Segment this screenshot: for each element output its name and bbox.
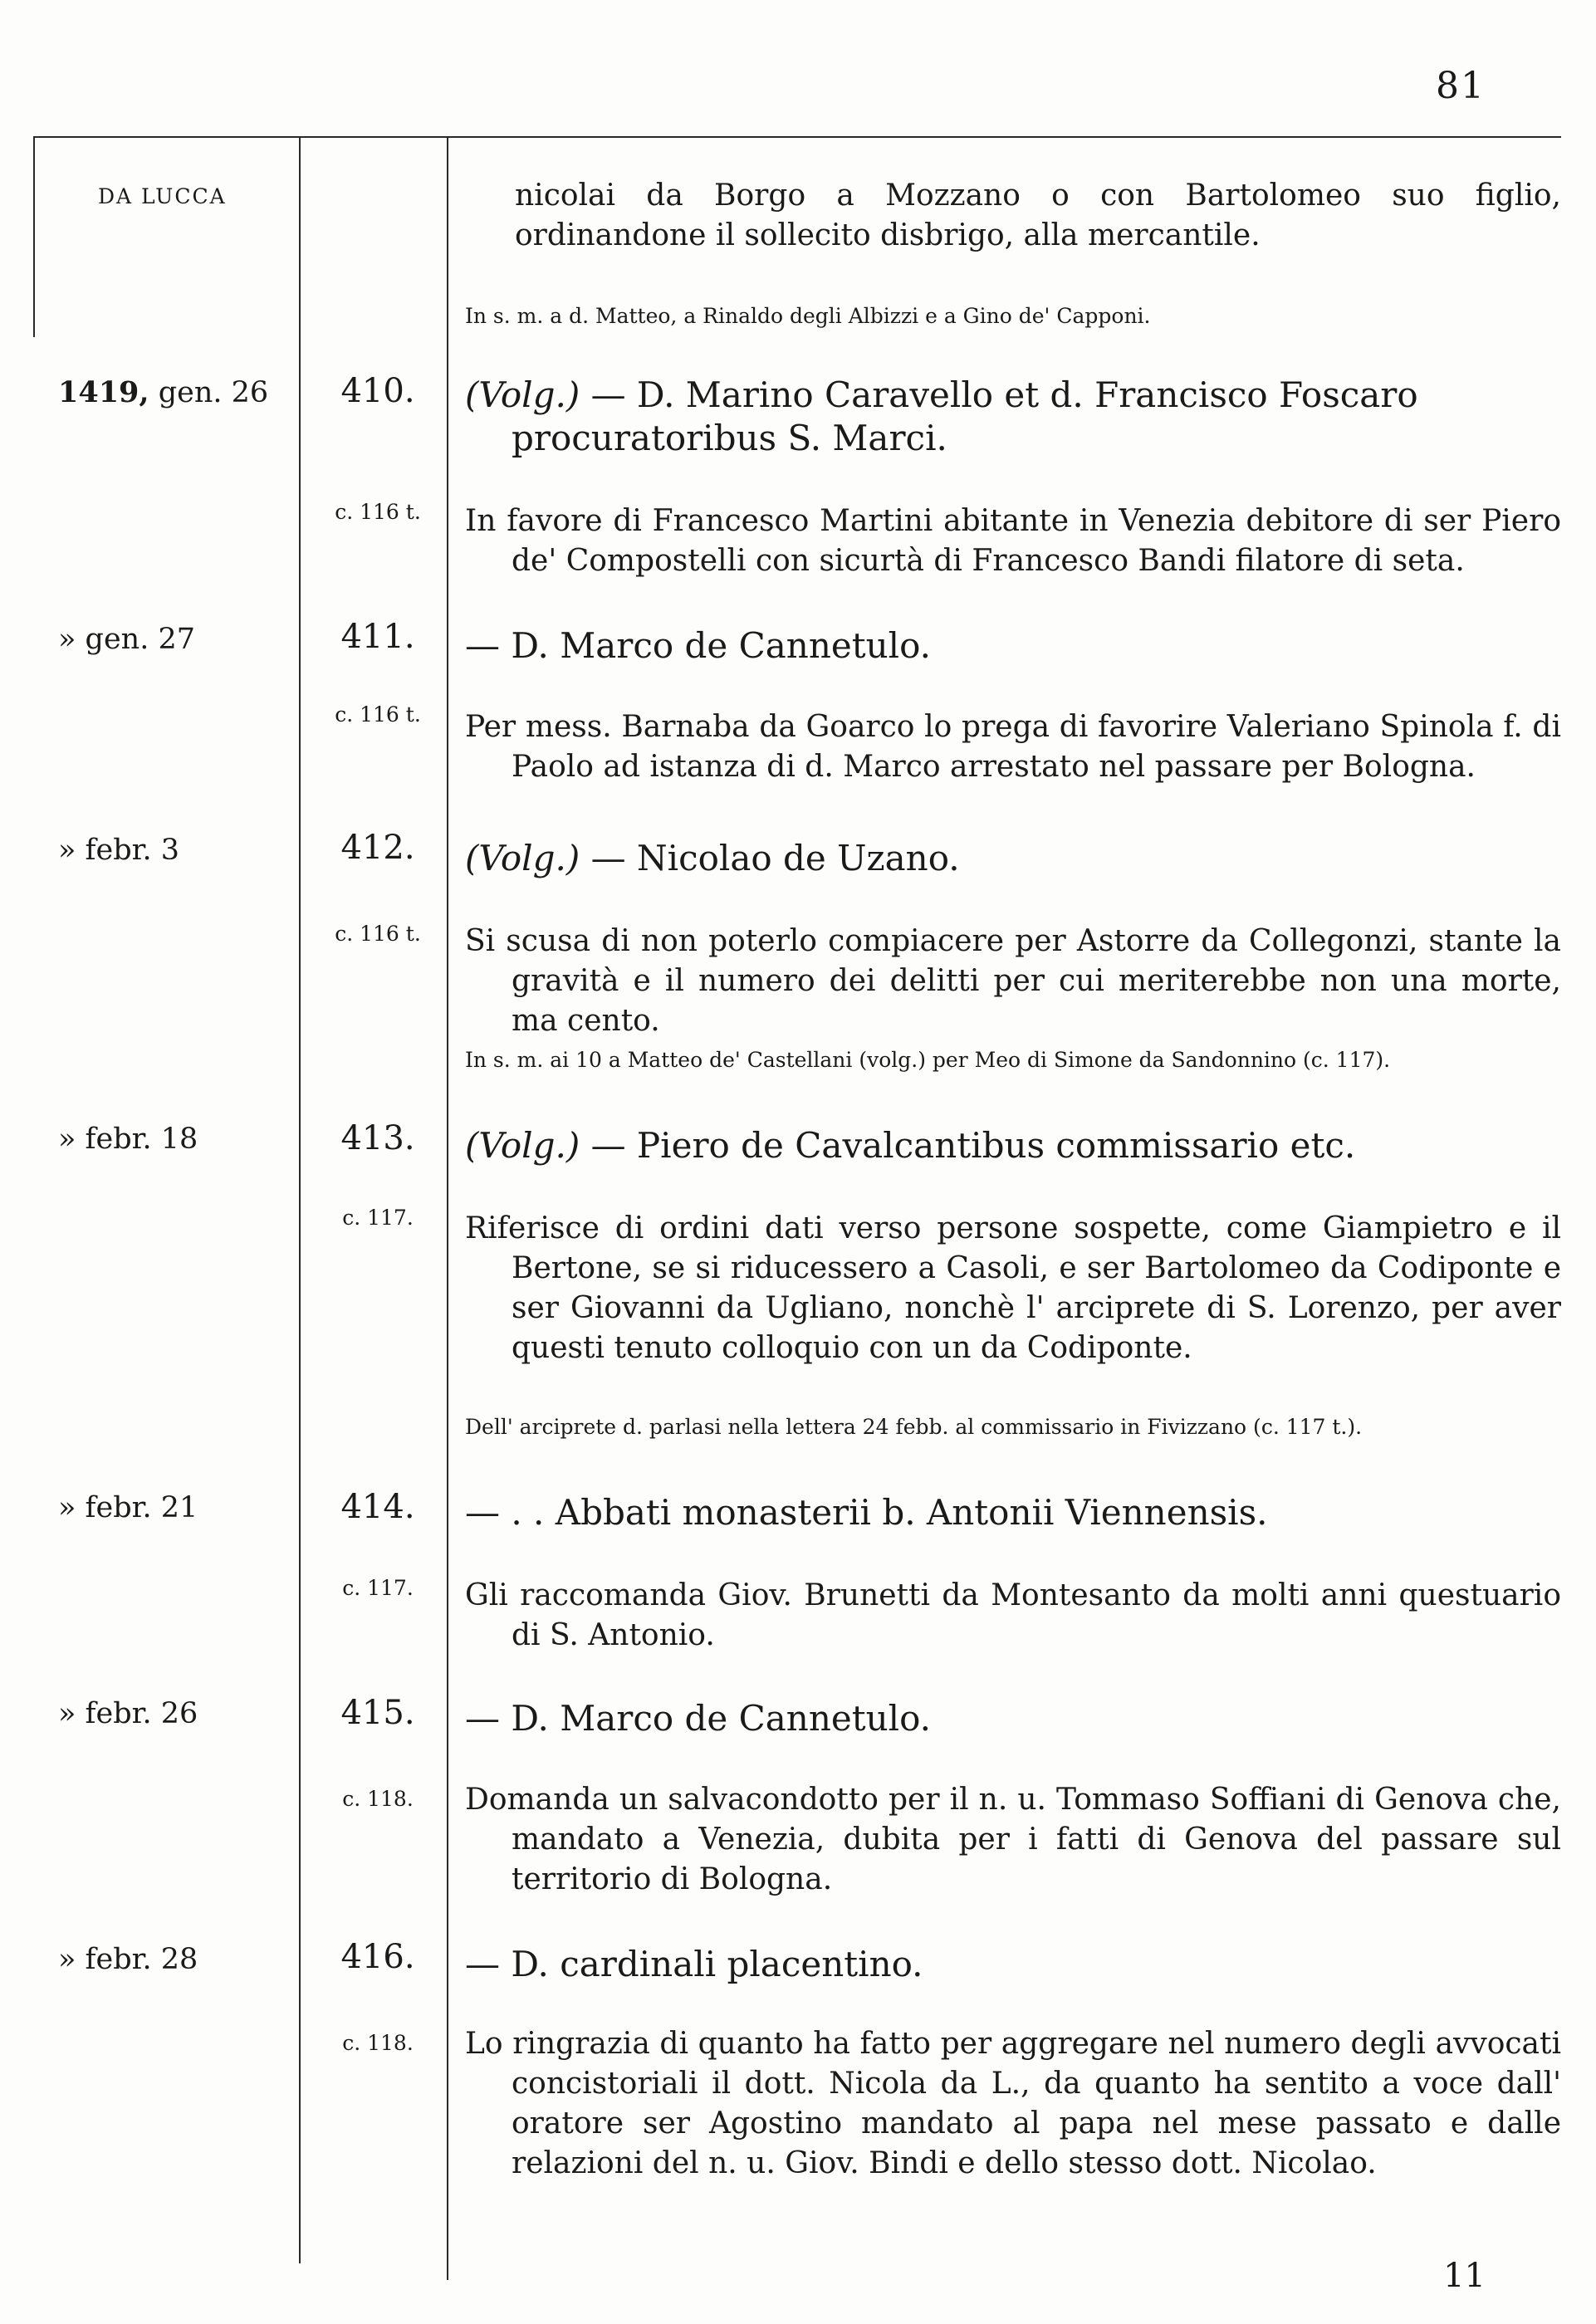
entry-416-number: 416. (340, 1938, 415, 1976)
entry-416-carta: c. 118. (342, 2031, 414, 2055)
entry-414-text: Gli raccomanda Giov. Brunetti da Montesanto da molti anni questuario di S. Antonio. (465, 1578, 1561, 1652)
entry-411-title: — D. Marco de Cannetulo. (465, 625, 931, 666)
entry-412-text: Si scusa di non poterlo compiacere per Astorre da Collegonzi, stante la gravità e il numero dei delitti per cui meriterebbe non una morte, ma cento. (465, 924, 1561, 1038)
entry-413-date: » febr. 18 (58, 1123, 198, 1156)
page-number: 81 (1436, 65, 1486, 107)
entry-411-date: » gen. 27 (58, 623, 195, 656)
entry-416-date: » febr. 28 (58, 1943, 198, 1976)
entry-415-date: » febr. 26 (58, 1697, 198, 1730)
entry-415-carta: c. 118. (342, 1787, 414, 1811)
entry-414-date: » febr. 21 (58, 1491, 198, 1524)
entry-411-number: 411. (340, 618, 415, 656)
entry-410-carta: c. 116 t. (335, 500, 421, 524)
entry-412-note: In s. m. ai 10 a Matteo de' Castellani (volg.) per Meo di Simone da Sandonnino (c. 117). (465, 1048, 1391, 1072)
entry-415-text: Domanda un salvacondotto per il n. u. Tommaso Soffiani di Genova che, mandato a Venezia, dubita per i fatti di Genova del passare sul territorio di Bologna. (465, 1783, 1561, 1896)
entry-413-note: Dell' arciprete d. parlasi nella lettera 24 febb. al commissario in Fivizzano (c. 117 t.). (465, 1415, 1363, 1439)
header-city: DA LUCCA (98, 184, 227, 208)
entry-continuation-text: nicolai da Borgo a Mozzano o con Bartolomeo suo figlio, ordinandone il sollecito disbrigo, alla mercantile. (515, 179, 1561, 252)
entry-413-carta: c. 117. (342, 1206, 414, 1230)
entry-410-title: (Volg.) — D. Marino Caravello et d. Francisco Foscaro procuratoribus S. Marci. (465, 374, 1418, 458)
printer-signature: 11 (1443, 2257, 1486, 2295)
entry-412-date: » febr. 3 (58, 834, 180, 867)
entry-continuation-note: In s. m. a d. Matteo, a Rinaldo degli Albizzi e a Gino de' Capponi. (465, 304, 1151, 328)
entry-413-title: (Volg.) — Piero de Cavalcantibus commissario etc. (465, 1125, 1356, 1166)
entry-416-text: Lo ringrazia di quanto ha fatto per aggregare nel numero degli avvocati concistoriali il dott. Nicola da L., da quanto ha sentito a voce dall' oratore ser Agostino mandato al papa nel mese passato e dalle relazioni del n. u. Giov. Bindi e dello stesso dott. Nicolao. (465, 2027, 1561, 2180)
entry-416-title: — D. cardinali placentino. (465, 1944, 923, 1984)
entry-414-title: — . . Abbati monasterii b. Antonii Viennensis. (465, 1492, 1268, 1533)
header-rule (33, 136, 1561, 138)
entry-411-text: Per mess. Barnaba da Goarco lo prega di favorire Valeriano Spinola f. di Paolo ad istanza di d. Marco arrestato nel passare per Bologna. (465, 710, 1561, 784)
entry-410-text: In favore di Francesco Martini abitante in Venezia debitore di ser Piero de' Compostelli con sicurtà di Francesco Bandi filatore di seta. (465, 504, 1561, 578)
entry-413-number: 413. (340, 1119, 415, 1157)
entry-414-number: 414. (340, 1488, 415, 1526)
entry-415-number: 415. (340, 1694, 415, 1732)
column-rule-right (447, 138, 448, 2280)
entry-412-carta: c. 116 t. (335, 922, 421, 946)
entry-413-text: Riferisce di ordini dati verso persone sospette, come Giampietro e il Bertone, se si riducessero a Casoli, e ser Bartolomeo da Codiponte e ser Giovanni da Ugliano, nonchè l' arciprete di S. Lorenzo, per aver questi tenuto colloquio con un da Codiponte. (465, 1211, 1561, 1365)
column-rule-middle (299, 138, 301, 2263)
entry-412-title: (Volg.) — Nicolao de Uzano. (465, 838, 960, 878)
entry-414-carta: c. 117. (342, 1576, 414, 1600)
column-rule-left (33, 138, 35, 337)
entry-415-title: — D. Marco de Cannetulo. (465, 1698, 931, 1739)
entry-410-number: 410. (340, 372, 415, 410)
entry-412-number: 412. (340, 829, 415, 867)
entry-410-date: 1419, gen. 26 (58, 375, 269, 409)
entry-411-carta: c. 116 t. (335, 702, 421, 727)
